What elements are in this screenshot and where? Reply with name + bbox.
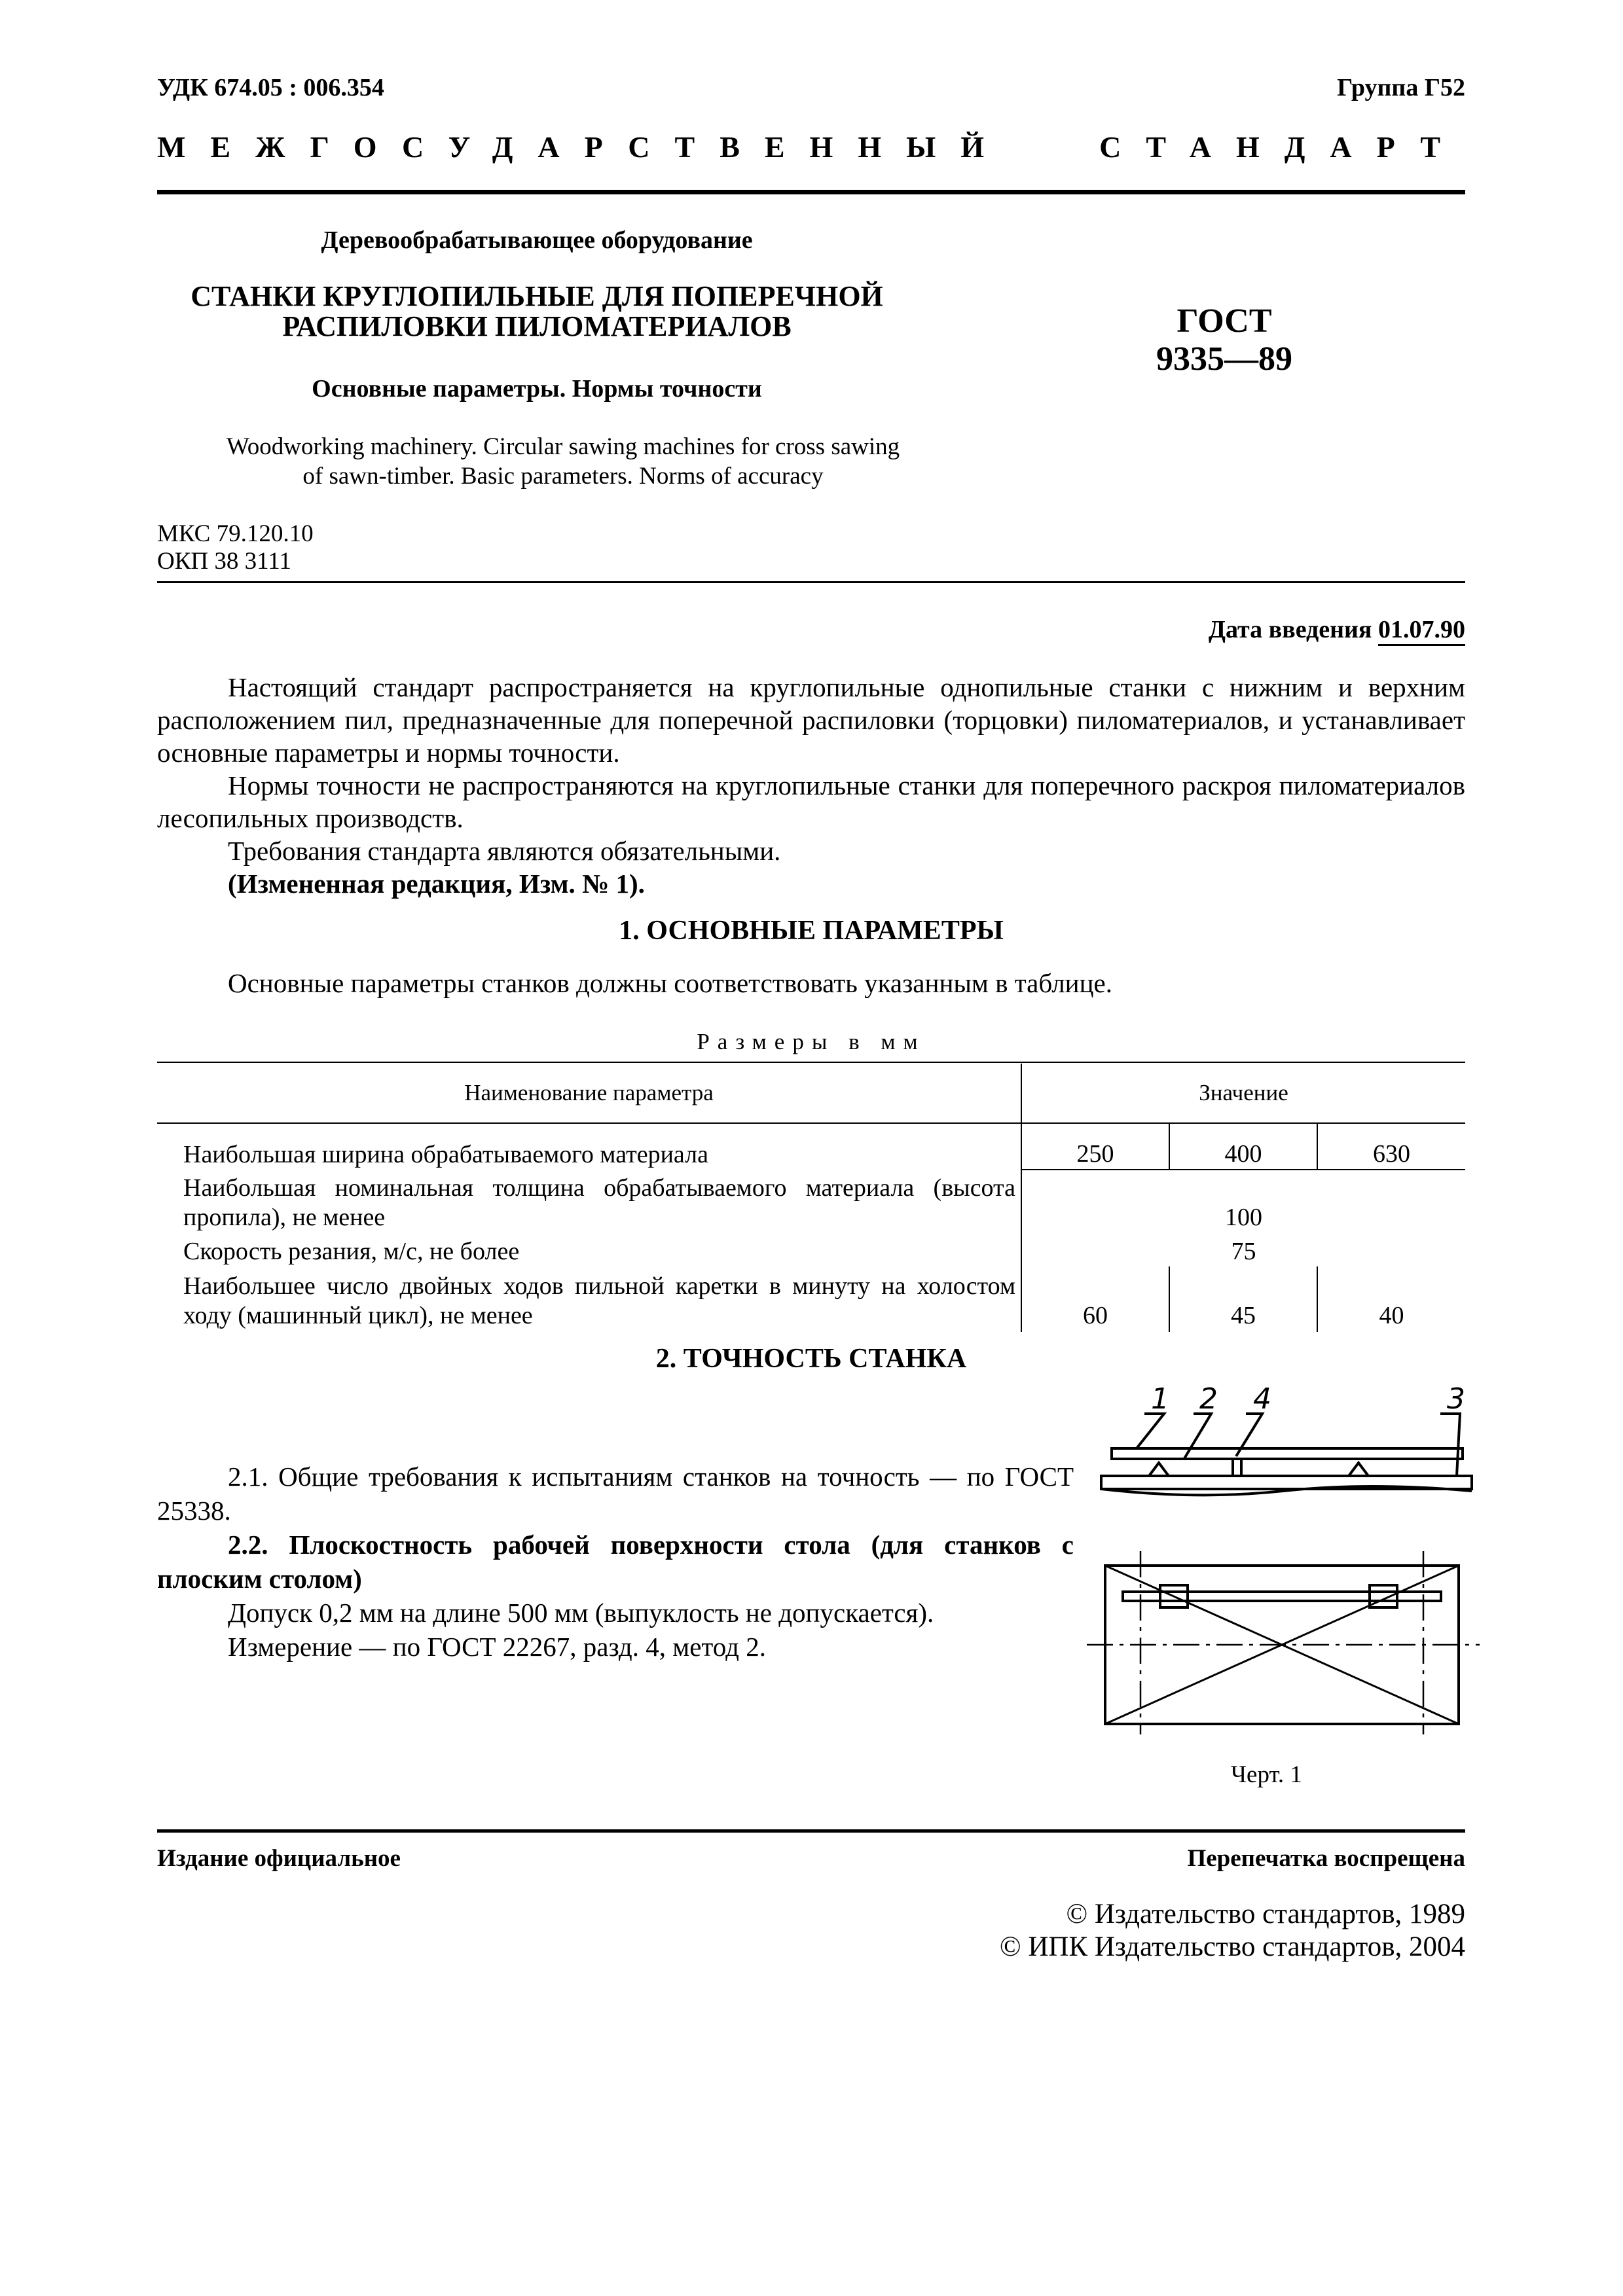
official-edition: Издание официальное <box>157 1845 401 1872</box>
section-1-text: Основные параметры станков должны соответствовать указанным в таблице. <box>228 968 1112 998</box>
section-1-heading: 1. ОСНОВНЫЕ ПАРАМЕТРЫ <box>619 916 1004 946</box>
section-2-heading: 2. ТОЧНОСТЬ СТАНКА <box>655 1344 967 1374</box>
row-label: Наибольшее число двойных ходов пильной каретки в минуту на холостом ходу (машинный цикл), не менее <box>157 1266 1021 1332</box>
row-value: 400 <box>1169 1123 1317 1170</box>
plan-straightedge <box>1123 1592 1441 1601</box>
gost-designation <box>1087 302 1362 378</box>
udk-code: УДК 674.05 : 006.354 <box>157 74 384 101</box>
footer-rule <box>157 1829 1465 1833</box>
table-row <box>157 1266 1465 1332</box>
leader-4 <box>1236 1414 1262 1456</box>
title-line-2: РАСПИЛОВКИ ПИЛОМАТЕРИАЛОВ <box>282 310 792 342</box>
row-label: Скорость резания, м/с, не более <box>157 1234 1021 1266</box>
row-value: 100 <box>1225 1204 1263 1231</box>
support-left <box>1149 1463 1169 1476</box>
group-code: Группа Г52 <box>1337 74 1465 101</box>
row-value: 45 <box>1169 1266 1317 1332</box>
reprint-prohibited: Перепечатка воспрещена <box>1187 1845 1465 1872</box>
english-title-line-1: Woodworking machinery. Circular sawing machines for cross sawing <box>226 433 900 460</box>
english-title-line-2: of sawn-timber. Basic parameters. Norms of accuracy <box>302 463 824 490</box>
intro-paragraph-2: Нормы точности не распространяются на круглопильные станки для поперечного раскроя пиломатериалов лесопильных производств. <box>157 770 1465 833</box>
intro-text <box>157 671 1465 900</box>
figure-1-drawing <box>1087 1374 1480 1734</box>
leader-1 <box>1137 1414 1164 1448</box>
side-view <box>1101 1414 1472 1495</box>
row-value: 60 <box>1021 1266 1169 1332</box>
category-title: Деревообрабатывающее оборудование <box>321 226 753 254</box>
intro-date-label: Дата введения <box>1208 616 1372 643</box>
plan-axis-vertical <box>1140 1551 1423 1734</box>
copyright-block <box>1000 1898 1465 1964</box>
gost-label: ГОСТ <box>1176 302 1272 340</box>
figure-caption: Черт. 1 <box>1231 1761 1302 1788</box>
title-line-1: СТАНКИ КРУГЛОПИЛЬНЫЕ ДЛЯ ПОПЕРЕЧНОЙ <box>191 280 883 312</box>
english-title <box>157 432 969 491</box>
parameters-table <box>157 1064 1465 1332</box>
copyright-line-1: © Издательство стандартов, 1989 <box>1066 1899 1465 1929</box>
standard-banner: МЕЖГОСУДАРСТВЕННЫЙ СТАНДАРТ <box>157 130 1465 164</box>
tolerance-text: Допуск 0,2 мм на длине 500 мм (выпуклость не допускается). <box>228 1598 934 1628</box>
row-label: Наибольшая номинальная толщина обрабатываемого материала (высота пропила), не менее <box>157 1170 1021 1234</box>
document-subtitle: Основные параметры. Нормы точности <box>312 375 762 403</box>
header-rule <box>157 190 1465 194</box>
table-row <box>157 1123 1465 1170</box>
header-parameter: Наименование параметра <box>157 1064 1021 1123</box>
row-value: 630 <box>1317 1123 1465 1170</box>
leader-3 <box>1440 1414 1460 1476</box>
section-2-text <box>157 1460 1074 1664</box>
units-note: Размеры в мм <box>697 1029 926 1054</box>
fig-label-4: 4 <box>1253 1382 1271 1416</box>
straightedge <box>1112 1448 1463 1459</box>
plan-view <box>1087 1551 1480 1734</box>
intro-paragraph-1: Настоящий стандарт распространяется на круглопильные однопильные станки с нижним и верхним расположением пил, предназначенные для поперечной распиловки (торцовки) пиломатериалов, и устанавливает основные параметры и нормы точности. <box>157 672 1465 768</box>
table-row <box>157 1234 1465 1266</box>
mks-code: МКС 79.120.10 <box>157 520 314 547</box>
measurement-text: Измерение — по ГОСТ 22267, разд. 4, метод 2. <box>228 1632 766 1662</box>
fig-label-3: 3 <box>1447 1382 1465 1416</box>
clause-2-2-heading: 2.2. Плоскостность рабочей поверхности стола (для станков с плоским столом) <box>157 1530 1074 1594</box>
indicator <box>1233 1459 1241 1476</box>
intro-paragraph-3: Требования стандарта являются обязательными. <box>228 836 781 866</box>
classification-codes <box>157 520 314 575</box>
header-value: Значение <box>1021 1064 1465 1123</box>
fig-label-2: 2 <box>1199 1382 1218 1416</box>
table-top-rule <box>157 1062 1465 1063</box>
fig-label-1: 1 <box>1151 1382 1169 1416</box>
row-label: Наибольшая ширина обрабатываемого материала <box>157 1123 1021 1170</box>
row-value: 250 <box>1021 1123 1169 1170</box>
document-title <box>157 281 917 342</box>
clause-2-1: 2.1. Общие требования к испытаниям станков на точность — по ГОСТ 25338. <box>157 1462 1074 1526</box>
table-base-line <box>1101 1486 1472 1495</box>
title-rule <box>157 581 1465 583</box>
copyright-line-2: © ИПК Издательство стандартов, 2004 <box>999 1931 1465 1962</box>
table-row <box>157 1170 1465 1234</box>
row-value: 40 <box>1379 1302 1404 1329</box>
table-header-row <box>157 1064 1465 1123</box>
intro-date-value: 01.07.90 <box>1378 616 1465 643</box>
support-right <box>1349 1463 1368 1476</box>
intro-date <box>1209 615 1465 644</box>
okp-code: ОКП 38 3111 <box>157 548 291 575</box>
gost-number: 9335—89 <box>1156 340 1292 378</box>
amendment-note: (Измененная редакция, Изм. № 1). <box>228 869 645 899</box>
row-value: 75 <box>1231 1238 1256 1265</box>
leader-2 <box>1184 1414 1211 1460</box>
